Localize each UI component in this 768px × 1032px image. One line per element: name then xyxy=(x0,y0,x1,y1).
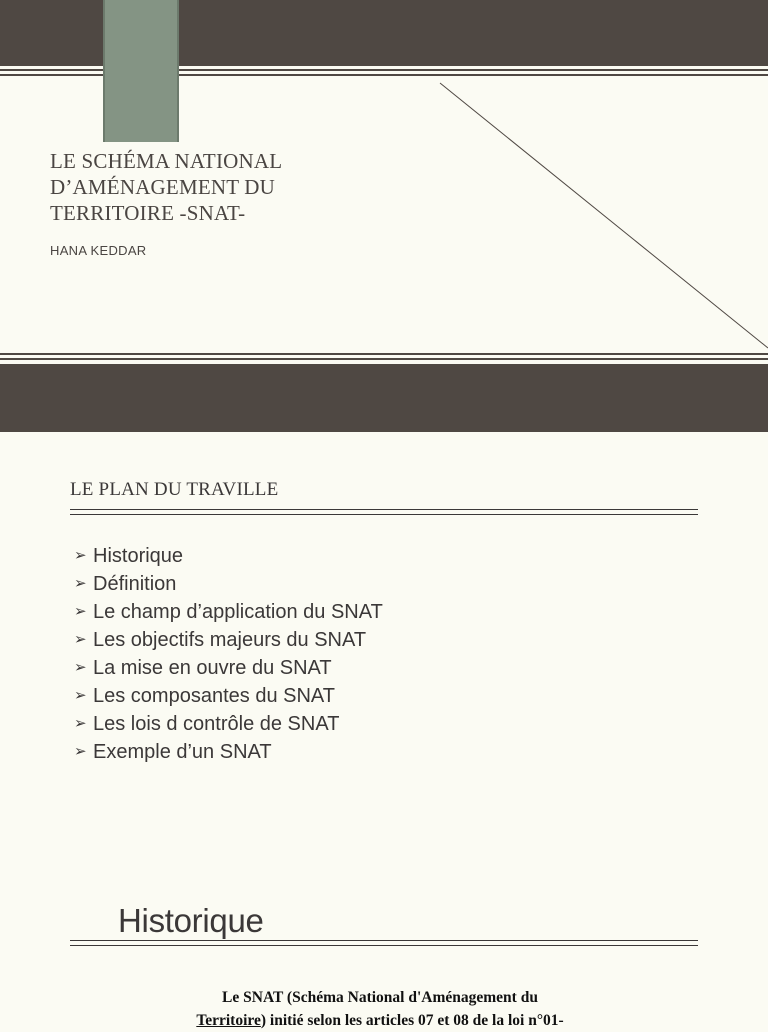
list-item xyxy=(74,598,383,626)
list-item-text: Exemple d’un SNAT xyxy=(93,741,272,763)
list-item-text: Le champ d’application du SNAT xyxy=(93,601,383,623)
historique-rule-1 xyxy=(70,940,698,941)
arrow-bullet-icon: ➢ xyxy=(74,715,87,732)
historique-rule-2 xyxy=(70,945,698,946)
list-item-text: Les composantes du SNAT xyxy=(93,685,335,707)
bottom-rule-1 xyxy=(0,353,768,355)
arrow-bullet-icon: ➢ xyxy=(74,603,87,620)
slide-title xyxy=(50,148,370,226)
historique-paragraph xyxy=(110,986,650,1032)
list-item xyxy=(74,626,383,654)
arrow-bullet-icon: ➢ xyxy=(74,547,87,564)
bottom-rule-2 xyxy=(0,358,768,360)
arrow-bullet-icon: ➢ xyxy=(74,743,87,760)
list-item-text: Définition xyxy=(93,573,177,595)
author-name: HANA KEDDAR xyxy=(50,243,147,258)
title-line-2: D’AMÉNAGEMENT DU xyxy=(50,175,276,199)
arrow-bullet-icon: ➢ xyxy=(74,575,87,592)
paragraph-underlined-word: Territoire xyxy=(196,1012,261,1029)
paragraph-line-1: Le SNAT (Schéma National d'Aménagement du xyxy=(222,989,538,1006)
list-item xyxy=(74,542,383,570)
plan-list xyxy=(74,542,383,766)
title-line-3: TERRITOIRE -SNAT- xyxy=(50,201,246,225)
arrow-bullet-icon: ➢ xyxy=(74,631,87,648)
list-item-text: Les objectifs majeurs du SNAT xyxy=(93,629,367,651)
list-item-text: Les lois d contrôle de SNAT xyxy=(93,713,340,735)
historique-heading: Historique xyxy=(118,902,264,939)
title-line-1: LE SCHÉMA NATIONAL xyxy=(50,149,283,173)
plan-heading: LE PLAN DU TRAVILLE xyxy=(70,479,279,500)
arrow-bullet-icon: ➢ xyxy=(74,659,87,676)
list-item xyxy=(74,570,383,598)
list-item-text: La mise en ouvre du SNAT xyxy=(93,657,332,679)
plan-heading-rule-1 xyxy=(70,509,698,510)
paragraph-line-2: ) initié selon les articles 07 et 08 de la loi n°01- xyxy=(260,1012,564,1029)
bookmark-ribbon xyxy=(103,0,179,142)
list-item-text: Historique xyxy=(93,545,184,567)
plan-heading-rule-2 xyxy=(70,514,698,515)
title-slide xyxy=(0,0,768,432)
list-item xyxy=(74,738,383,766)
list-item xyxy=(74,654,383,682)
list-item xyxy=(74,710,383,738)
bottom-band xyxy=(0,364,768,432)
list-item xyxy=(74,682,383,710)
arrow-bullet-icon: ➢ xyxy=(74,687,87,704)
